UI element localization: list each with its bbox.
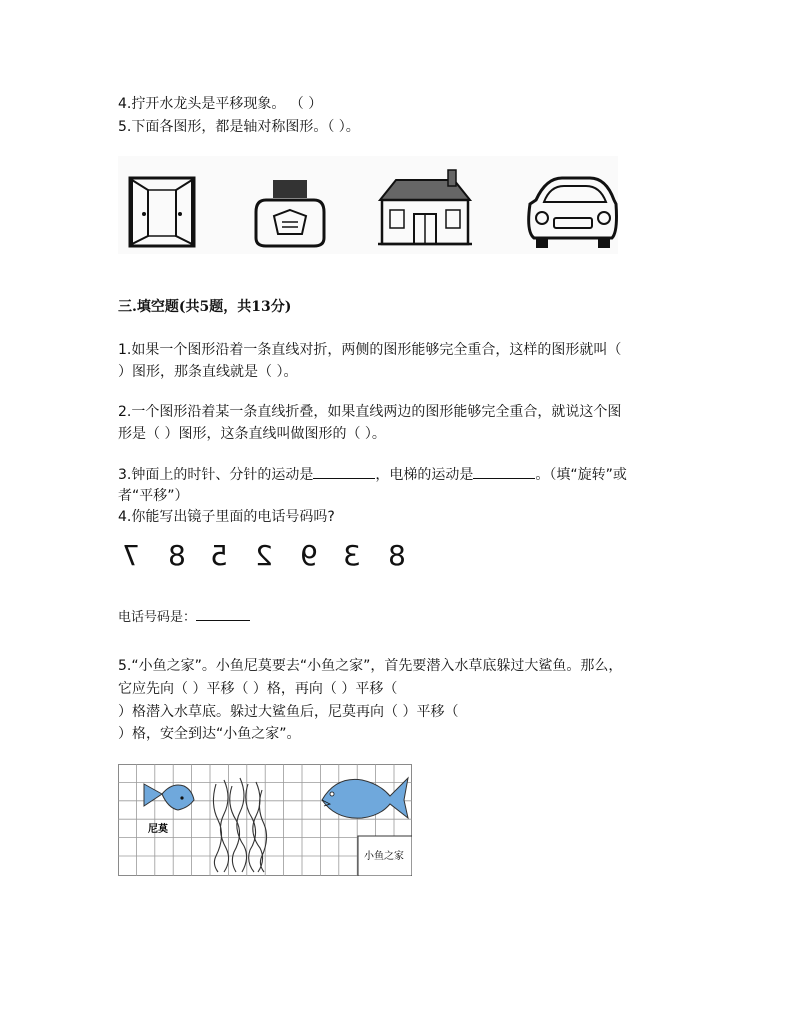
nemo-label: 尼莫	[148, 824, 168, 835]
fill-question-5-line3: ）格潜入水草底。躲过大鲨鱼后，尼莫再向（ ）平移（	[118, 704, 459, 720]
phone-answer-blank[interactable]	[196, 606, 250, 621]
fill-question-3-line1	[118, 464, 627, 485]
fill-question-5-line4: ）格，安全到达“小鱼之家”。	[118, 726, 301, 742]
fill-question-3-text-c: 。（填“旋转”或	[535, 467, 627, 483]
symmetric-shapes-figure	[118, 156, 618, 254]
phone-answer-label: 电话号码是：	[118, 610, 197, 625]
mirrored-digit: 7	[122, 539, 140, 572]
fill-question-3-line2: 者“平移”）	[118, 488, 189, 504]
section-3-title: 三.填空题(共5题，共13分)	[118, 299, 292, 315]
answer-blank[interactable]	[313, 464, 375, 479]
fill-question-4-text: 4.你能写出镜子里面的电话号码吗?	[118, 509, 335, 525]
fill-question-2-line2: 形是（ ）图形，这条直线叫做图形的（ ）。	[118, 426, 386, 442]
mirrored-digit: 8	[168, 539, 186, 572]
question-4-true-false: 4.拧开水龙头是平移现象。 （ ）	[118, 96, 323, 112]
fill-question-3-text-b: ，电梯的运动是	[375, 467, 474, 483]
fill-question-1-line2: ）图形，那条直线就是（ ）。	[118, 364, 298, 380]
mirrored-digit: 9	[300, 539, 318, 572]
fill-question-5-line1: 5.“小鱼之家”。小鱼尼莫要去“小鱼之家”，首先要潜入水草底躲过大鲨鱼。那么，	[118, 658, 623, 674]
fill-question-1-line1: 1.如果一个图形沿着一条直线对折，两侧的图形能够完全重合，这样的图形就叫（	[118, 342, 622, 358]
mirrored-digit: 2	[255, 539, 273, 572]
mirrored-digit: 8	[388, 539, 406, 572]
answer-blank[interactable]	[473, 464, 535, 479]
phone-answer-row	[118, 606, 250, 628]
fish-grid-figure	[118, 764, 412, 876]
fill-question-2-line1: 2.一个图形沿着某一条直线折叠，如果直线两边的图形能够完全重合，就说这个图	[118, 404, 622, 420]
question-5-true-false: 5.下面各图形，都是轴对称图形。（ ）。	[118, 119, 360, 135]
fill-question-3-text-a: 3.钟面上的时针、分针的运动是	[118, 467, 314, 483]
fish-home-label: 小鱼之家	[364, 851, 404, 862]
mirrored-digit: 5	[210, 539, 228, 572]
mirrored-phone-number	[118, 540, 418, 576]
fill-question-5-line2: 它应先向（ ）平移（ ）格，再向（ ）平移（	[118, 681, 398, 697]
mirrored-digit: 3	[343, 539, 361, 572]
